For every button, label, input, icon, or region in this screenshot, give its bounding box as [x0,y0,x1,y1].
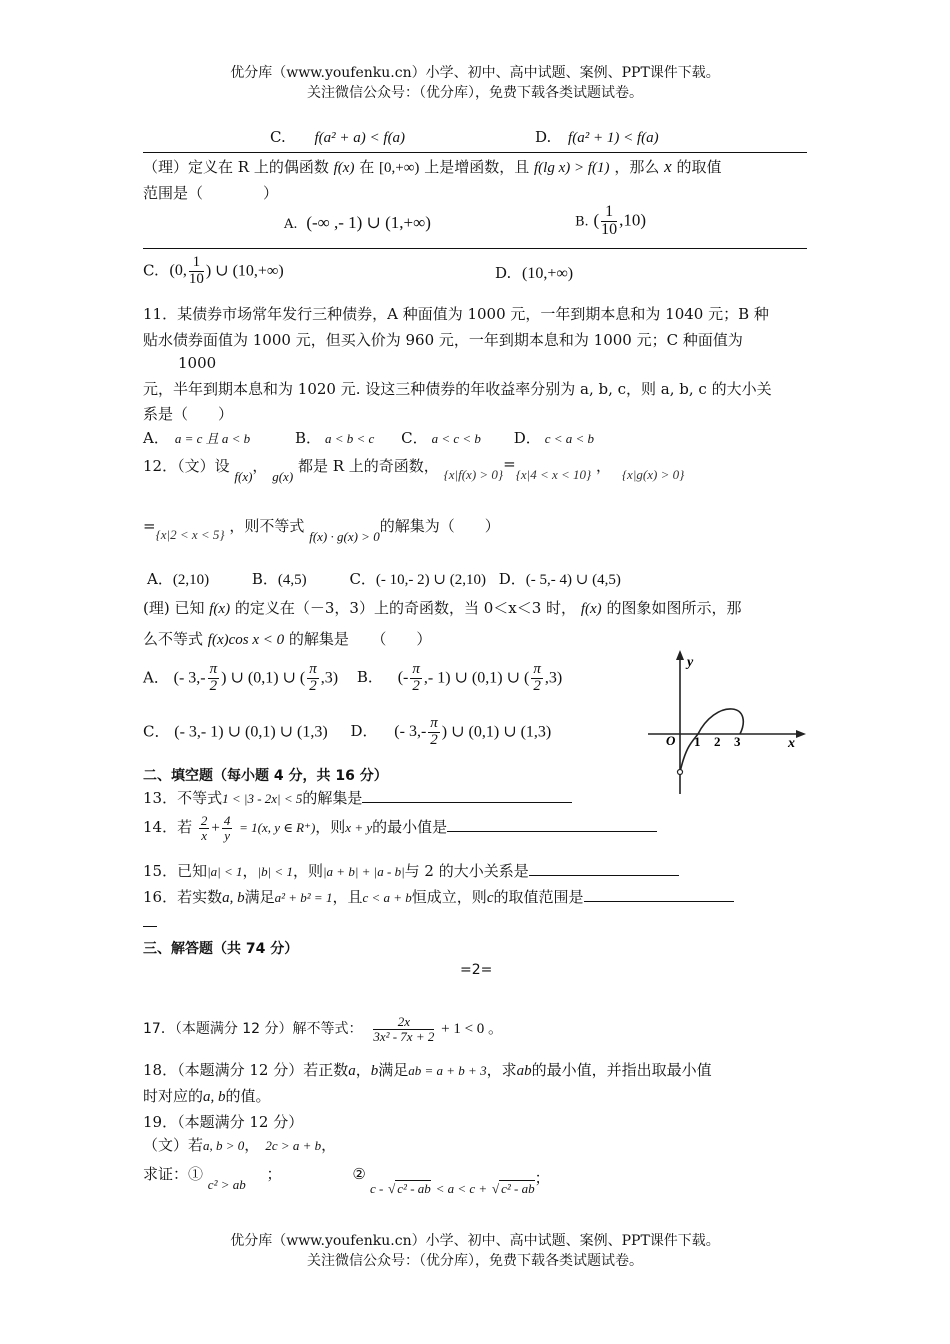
origin-label: O [666,733,676,748]
q12-wen-line-2: ={x|2 < x < 5} ，则不等式 f(x) · g(x) > 0的解集为（ ） [143,517,500,544]
y-axis-arrow [676,650,684,660]
page-number: =2= [460,962,493,978]
q10-option-c: C. f(a² + a) < f(a) [270,128,406,146]
y-label: y [687,655,694,670]
q11-options: A． a = c 且 a < b B． a < b < c C． a < c < b D． c < a < b [143,429,595,447]
q16-blank-tail [143,912,157,931]
q19-prove: 求证：① c² > ab ； ② [143,1165,366,1192]
q10-option-d: D. f(a² + 1) < f(a) [535,128,659,146]
divider-middle [143,248,807,249]
q14: 14．若 $\frac{2}{x}$ + $\frac{4}{y}$ = 1(x, y ∈ R⁺)，则x + y的最小值是 [143,814,657,842]
q12-li-options-ab: A． (- 3,- $\frac{\pi}{2}$ ) ∪ (0,1) ∪ ( $\frac{\pi}{2}$ ,3) B． (- $\frac{\pi}{2}$ ,- 1) ∪ (0,1) ∪ ( $\frac{\pi}{2}$ ,3) [143,661,563,694]
q10-li-stem: （理）定义在 R 上的偶函数 f(x) 在 [0,+∞) 上是增函数，且 f(lg x) > f(1) ，那么 x 的取值 [143,157,722,176]
q10-li-option-d: D. (10,+∞) [495,264,574,282]
q17: 17．（本题满分 12 分）解不等式： $\frac{2x}{\text{3x² - 7x + 2}}$ + 1 < 0 。 [143,1014,504,1044]
x-label: x [788,736,795,751]
function-graph [640,646,812,796]
q11-line-4: 元，半年到期本息和为 1020 元. 设这三种债券的年收益率分别为 a, b, c，则 a, b, c 的大小关 [143,380,772,398]
q10-li-option-a: A. (-∞ ,- 1) ∪ (1,+∞) [284,213,431,232]
q12-li-line-1: (理) 已知 f(x) 的定义在（－3，3）上的奇函数，当 0＜x＜3 时， f(x) 的图象如图所示，那 [143,599,742,617]
q11-line-5: 系是（ ） [143,405,234,423]
footer-line-1: 优分库（www.youfenku.cn）小学、初中、高中试题、案例、PPT课件下载。 [230,1233,720,1249]
q19-wen: （文）若a, b > 0， 2c > a + b， [143,1136,337,1154]
q18-line-1: 18．（本题满分 12 分）若正数a，b满足ab = a + b + 3，求ab的最小值，并指出取最小值 [143,1061,712,1079]
q11-line-2: 贴水债券面值为 1000 元，但买入价为 960 元，一年到期本息和为 1000 元；C 种面值为 [143,331,743,349]
q11-line-3: 1000 [178,354,217,372]
q18-line-2: 时对应的a, b的值。 [143,1087,271,1105]
q10-li-stem-line2: 范围是（ ） [143,184,279,202]
q10-li-option-c: C. (0, $\frac{1}{10}$ ) ∪ (10,+∞) [143,254,284,287]
tick-1: 1 [694,734,701,749]
q15: 15．已知|a| < 1，|b| < 1，则|a + b| + |a - b|与 2 的大小关系是 [143,860,679,881]
section-2-title: 二、填空题（每小题 4 分，共 16 分） [143,768,388,784]
x-axis-arrow [796,730,806,738]
q11-line-1: 11．某债券市场常年发行三种债券，A 种面值为 1000 元，一年到期本息和为 1040 元；B 种 [143,305,769,323]
footer-line-2: 关注微信公众号：（优分库），免费下载各类试题试卷。 [307,1253,643,1269]
q19-proof-2: c - √ c² - ab < a < c + √ c² - ab； [370,1169,550,1196]
q12-wen-line-1: 12．（文）设 f(x)， g(x) 都是 R 上的奇函数， {x|f(x) > 0}={x|4 < x < 10} ， {x|g(x) > 0} [143,455,685,484]
section-3-title: 三、解答题（共 74 分） [143,941,299,957]
tick-2: 2 [714,734,721,749]
q12-li-line-2: 么不等式 f(x)cos x < 0 的解集是 （ ） [143,630,432,648]
divider-top [143,152,807,153]
header-line-2: 关注微信公众号：（优分库），免费下载各类试题试卷。 [307,85,643,101]
q10-li-option-b: B. ( $\frac{1}{10}$ ,10) [575,203,647,238]
header-line-1: 优分库（www.youfenku.cn）小学、初中、高中试题、案例、PPT课件下载。 [230,65,720,81]
q12-wen-options: A．(2,10) B．(4,5) C．(- 10,- 2) ∪ (2,10) D．(- 5,- 4) ∪ (4,5) [147,570,621,588]
q12-li-options-cd: C． (- 3,- 1) ∪ (0,1) ∪ (1,3) D． (- 3,- $\frac{\pi}{2}$ ) ∪ (0,1) ∪ (1,3) [143,715,552,748]
q13: 13．不等式1 < |3 - 2x| < 5的解集是 [143,787,572,808]
open-point [678,770,683,775]
tick-3: 3 [734,734,741,749]
q19-title: 19．（本题满分 12 分） [143,1113,304,1131]
q16: 16．若实数a, b满足a² + b² = 1，且c < a + b恒成立，则c的取值范围是 [143,886,734,907]
